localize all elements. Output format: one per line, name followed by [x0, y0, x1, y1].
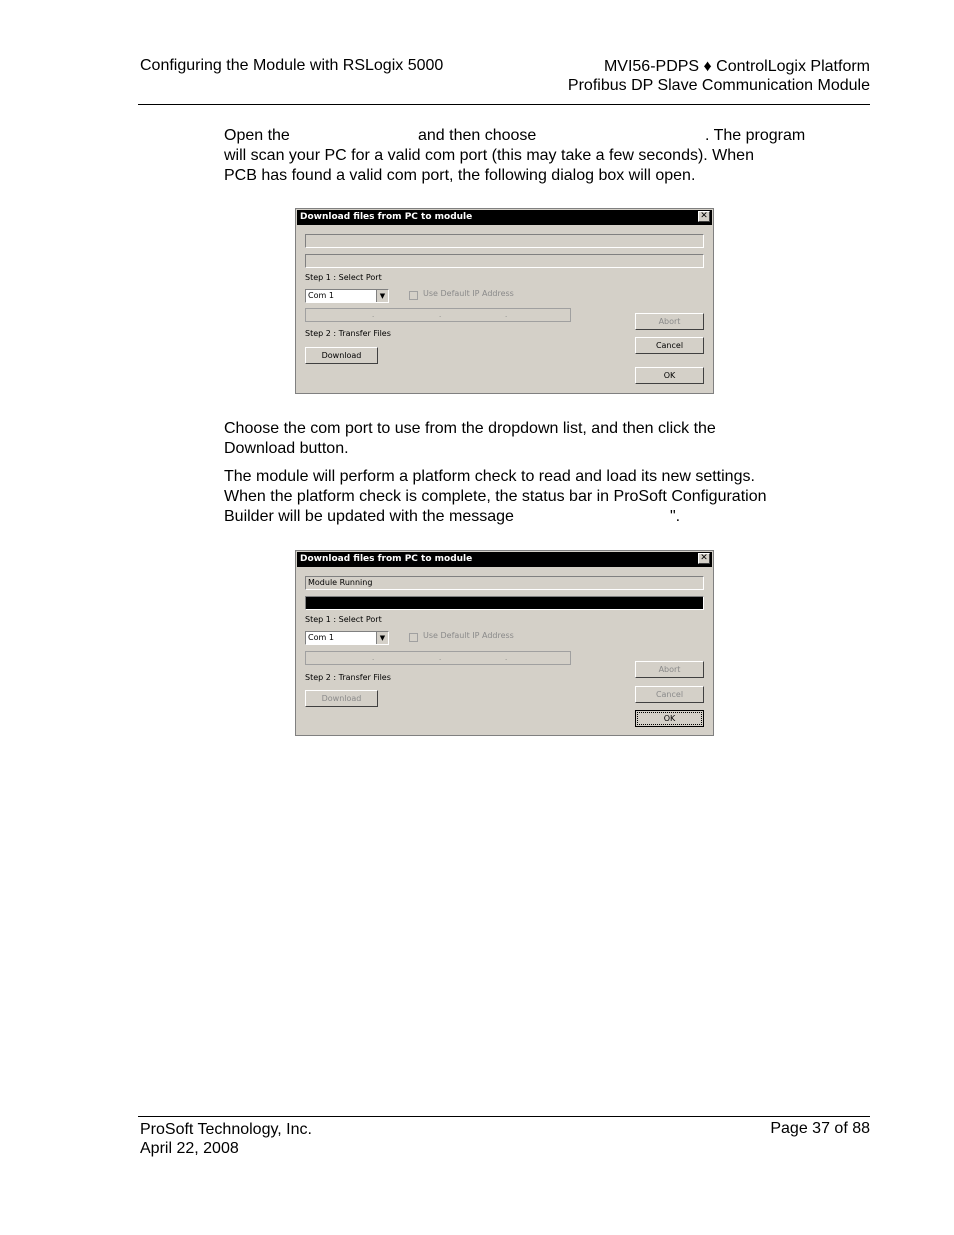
para3-line2: When the platform check is complete, the status bar in ProSoft Configuration	[224, 488, 767, 505]
status-field: Module Running	[305, 576, 704, 590]
step1-label: Step 1 : Select Port	[305, 615, 382, 624]
ip-dot: .	[439, 311, 442, 319]
abort-button[interactable]: Abort	[635, 661, 704, 678]
header-section-title: Configuring the Module with RSLogix 5000	[140, 57, 444, 74]
use-default-ip-label: Use Default IP Address	[423, 289, 514, 298]
use-default-ip-checkbox[interactable]	[409, 291, 418, 300]
port-dropdown[interactable]	[305, 289, 389, 303]
paragraph-choose-port	[224, 419, 824, 459]
status-field	[305, 234, 704, 248]
use-default-ip-label: Use Default IP Address	[423, 631, 514, 640]
chevron-down-icon[interactable]: ▼	[376, 632, 388, 644]
cancel-button[interactable]: Cancel	[635, 337, 704, 354]
ip-address-field[interactable]	[305, 651, 571, 665]
ip-dot: .	[505, 654, 508, 662]
ip-dot: .	[372, 311, 375, 319]
para1-line2: will scan your PC for a valid com port (this may take a few seconds). When	[224, 147, 754, 164]
ip-address-field[interactable]	[305, 308, 571, 322]
header-product-line2: Profibus DP Slave Communication Module	[567, 77, 870, 94]
paragraph-platform-check	[224, 467, 824, 527]
download-button[interactable]: Download	[305, 690, 378, 707]
para2-line1: Choose the com port to use from the dropdown list, and then click the	[224, 420, 716, 437]
step1-label: Step 1 : Select Port	[305, 273, 382, 282]
para1-line3: PCB has found a valid com port, the following dialog box will open.	[224, 167, 696, 184]
close-icon[interactable]: ✕	[698, 211, 710, 222]
port-dropdown-value: Com 1	[308, 633, 334, 642]
use-default-ip-checkbox[interactable]	[409, 633, 418, 642]
ok-button[interactable]: OK	[635, 710, 704, 727]
ip-dot: .	[505, 311, 508, 319]
para3-line3-end: ".	[670, 508, 681, 525]
dialog-title-bar	[297, 210, 712, 225]
cancel-button[interactable]: Cancel	[635, 686, 704, 703]
ip-dot: .	[372, 654, 375, 662]
ok-button[interactable]: OK	[635, 367, 704, 384]
chevron-down-icon[interactable]: ▼	[376, 290, 388, 302]
dialog-title-bar	[297, 552, 712, 567]
download-dialog-initial	[295, 208, 714, 394]
footer-rule	[138, 1116, 870, 1117]
download-button[interactable]: Download	[305, 347, 378, 364]
port-dropdown[interactable]	[305, 631, 389, 645]
ip-dot: .	[439, 654, 442, 662]
abort-button[interactable]: Abort	[635, 313, 704, 330]
para1-text-program: . The program	[705, 127, 806, 144]
para3-line1: The module will perform a platform check to read and load its new settings.	[224, 468, 755, 485]
step2-label: Step 2 : Transfer Files	[305, 673, 391, 682]
close-icon[interactable]: ✕	[698, 553, 710, 564]
paragraph-intro	[224, 126, 824, 186]
header-product-line1: MVI56-PDPS ♦ ControlLogix Platform	[603, 58, 870, 75]
progress-bar	[305, 254, 704, 268]
progress-bar	[305, 596, 704, 610]
para1-text-open: Open the	[224, 127, 290, 144]
step2-label: Step 2 : Transfer Files	[305, 329, 391, 338]
footer-page-number: Page 37 of 88	[770, 1120, 870, 1137]
para1-text-choose: and then choose	[418, 127, 537, 144]
footer-info	[140, 1120, 312, 1158]
dialog-title: Download files from PC to module	[300, 554, 473, 564]
download-dialog-complete	[295, 550, 714, 736]
dialog-title: Download files from PC to module	[300, 212, 473, 222]
para3-line3: Builder will be updated with the message	[224, 508, 514, 525]
header-product-title	[568, 57, 870, 95]
header-rule	[138, 104, 870, 105]
footer-date: April 22, 2008	[140, 1140, 239, 1157]
para2-line2: Download button.	[224, 440, 349, 457]
footer-company: ProSoft Technology, Inc.	[140, 1121, 312, 1138]
port-dropdown-value: Com 1	[308, 291, 334, 300]
